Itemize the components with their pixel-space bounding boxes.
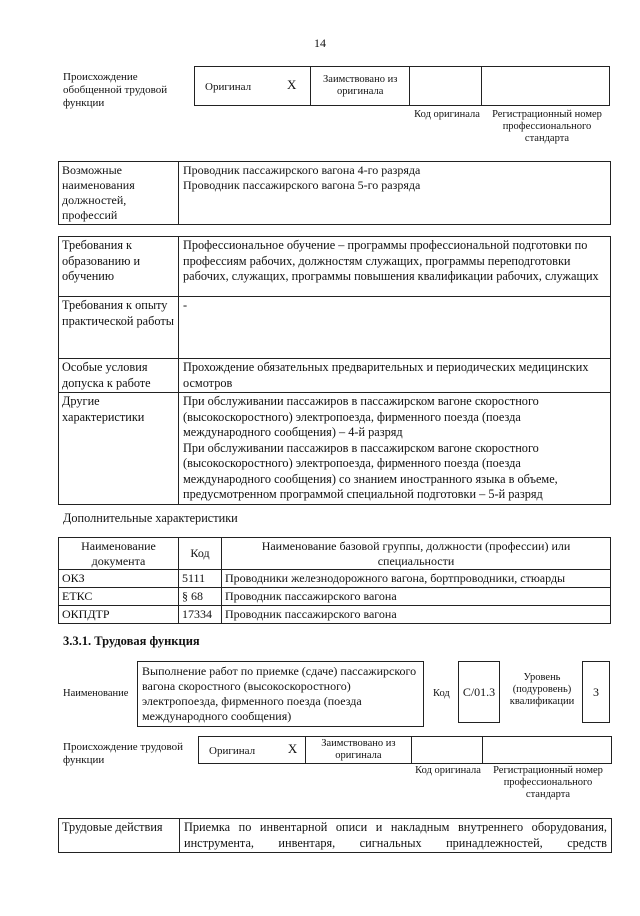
- origin2-label: Происхождение трудовой функции: [63, 741, 184, 766]
- req-admission-value: Прохождение обязательных предварительных и периодических медицинских осмотров: [179, 359, 611, 393]
- origin2-table: [198, 736, 612, 764]
- section-heading: 3.3.1. Трудовая функция: [63, 634, 200, 648]
- row-code: 17334: [179, 606, 222, 624]
- name-label: Наименование: [63, 688, 129, 699]
- positions-value: [179, 162, 611, 225]
- actions-line: Приемка по инвентарной описи и накладным внутреннего оборудования,: [184, 820, 607, 834]
- code2-caption: Код оригинала: [415, 765, 481, 776]
- reg-caption: Регистрационный номер профессионального стандарта: [492, 109, 602, 144]
- row-name: Проводники железнодорожного вагона, бортпроводники, стюарды: [222, 570, 611, 588]
- position-line: Проводник пассажирского вагона 4-го разряда: [183, 163, 421, 177]
- level-value: 3: [583, 662, 610, 723]
- actions-table: [58, 818, 612, 853]
- name-box: [137, 661, 424, 727]
- original2-label: Оригинал: [209, 745, 256, 757]
- col-header-code: Код: [179, 538, 222, 570]
- table-row: [59, 588, 611, 606]
- origin-table: [194, 66, 610, 106]
- row-document: ЕТКС: [59, 588, 179, 606]
- code-value: C/01.3: [459, 662, 500, 723]
- borrowed-label: Заимствовано из оригинала: [323, 74, 398, 97]
- positions-label: Возможные наименования должностей, профессий: [59, 162, 179, 225]
- row-name: Проводник пассажирского вагона: [222, 588, 611, 606]
- borrowed2-cell: [306, 737, 411, 764]
- requirements-table: [58, 236, 611, 505]
- req-other-value: [179, 393, 611, 505]
- req-admission-label: Особые условия допуска к работе: [59, 359, 179, 393]
- origin-reg-cell: [482, 67, 610, 106]
- req-education-value: Профессиональное обучение – программы профессиональной подготовки по профессиям рабочих, должностям служащих, программы переподготовки рабочих, служащих, программы повышения квалификации рабочих, служащих: [179, 237, 611, 297]
- reg2-caption: Регистрационный номер профессионального стандарта: [493, 765, 603, 800]
- row-code: 5111: [179, 570, 222, 588]
- position-line: Проводник пассажирского вагона 5-го разряда: [183, 178, 421, 192]
- table-row: [59, 606, 611, 624]
- borrowed2-label: Заимствовано из оригинала: [321, 738, 396, 761]
- origin2-cell: [199, 737, 306, 764]
- row-code: § 68: [179, 588, 222, 606]
- actions-value: [180, 819, 612, 853]
- req-other-label: Другие характеристики: [59, 393, 179, 505]
- req-other-line: При обслуживании пассажиров в пассажирском вагоне скоростного (высокоскоростного) электропоезда, фирменного поезда (поезда международного сообщения) – 4-й разряд: [183, 394, 539, 439]
- req-experience-label: Требования к опыту практической работы: [59, 297, 179, 359]
- additional-table: [58, 537, 611, 624]
- origin2-code-cell: [411, 737, 482, 764]
- col-header-document: Наименование документа: [59, 538, 179, 570]
- table-row: [59, 570, 611, 588]
- actions-label: Трудовые действия: [59, 819, 180, 853]
- origin2-reg-cell: [482, 737, 611, 764]
- origin-cell: [195, 67, 311, 106]
- page-number: 14: [314, 36, 326, 50]
- code-label: Код: [433, 688, 450, 699]
- level-label: Уровень (подуровень) квалификации: [509, 672, 575, 707]
- borrowed-cell: [311, 67, 410, 106]
- level-box: [582, 661, 610, 723]
- original2-mark: X: [287, 741, 298, 756]
- origin-code-cell: [410, 67, 482, 106]
- row-name: Проводник пассажирского вагона: [222, 606, 611, 624]
- req-experience-value: -: [179, 297, 611, 359]
- req-education-label: Требования к образованию и обучению: [59, 237, 179, 297]
- additional-title: Дополнительные характеристики: [63, 511, 238, 525]
- name-value: Выполнение работ по приемке (сдаче) пассажирского вагона скоростного (высокоскоростного) электропоезда, фирменного поезда (поезда международного сообщения): [138, 662, 424, 727]
- code-box: [458, 661, 500, 723]
- original-mark: X: [287, 77, 297, 92]
- row-document: ОКЗ: [59, 570, 179, 588]
- original-label: Оригинал: [205, 81, 252, 93]
- positions-table: [58, 161, 611, 225]
- row-document: ОКПДТР: [59, 606, 179, 624]
- actions-line: инструмента, инвентаря, сигнальных принадлежностей, средств: [184, 835, 607, 850]
- code-caption: Код оригинала: [414, 109, 480, 120]
- col-header-name: Наименование базовой группы, должности (профессии) или специальности: [222, 538, 611, 570]
- req-other-line: При обслуживании пассажиров в пассажирском вагоне скоростного (высокоскоростного) электропоезда, фирменного поезда (поезда международного сообщения) со знанием иностранного языка в объеме, предусмотренном программой специальной подготовки – 5-й разряд: [183, 440, 558, 501]
- origin-label: Происхождение обобщенной трудовой функции: [63, 71, 168, 109]
